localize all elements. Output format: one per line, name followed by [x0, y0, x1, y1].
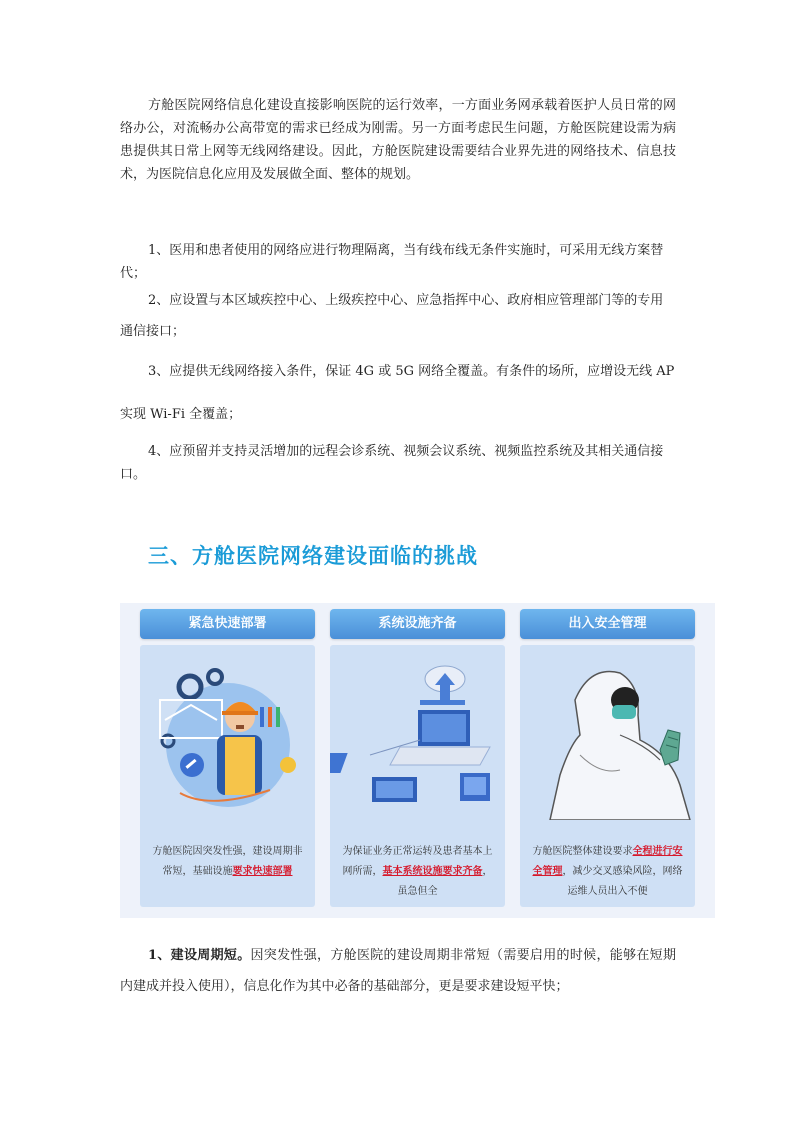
challenges-infographic	[120, 603, 715, 918]
card-title: 出入安全管理	[520, 609, 695, 639]
card-text-a: 方舱医院整体建设要求	[532, 846, 633, 857]
card-access-security	[520, 609, 695, 907]
card-body	[140, 645, 315, 907]
card-text	[152, 842, 303, 882]
intro-paragraph: 方舱医院网络信息化建设直接影响医院的运行效率，一方面业务网承载着医护人员日常的网络办公，对流畅办公高带宽的需求已经成为刚需。另一方面考虑民生问题，方舱医院建设需为病患提供其日常上网等无线网络建设。因此，方舱医院建设需要结合业界先进的网络技术、信息技术，为医院信息化应用及发展做全面、整体的规划。	[120, 98, 676, 182]
card-text-highlight: 全程进行安全管理	[532, 846, 683, 877]
card-text-a: 为保证业务正常运转及患者基本上网所需，	[342, 846, 493, 877]
section-title: 三、方舱医院网络建设面临的挑战	[148, 544, 478, 568]
point-1-label: 1、建设周期短。	[148, 948, 251, 963]
card-text-a: 方舱医院因突发性强，建设周期非常短，基础设施	[152, 846, 303, 877]
card-text	[342, 842, 493, 902]
card-title: 紧急快速部署	[140, 609, 315, 639]
point-1-paragraph	[120, 940, 676, 1002]
card-title: 系统设施齐备	[330, 609, 505, 639]
card-text-b: ，虽急但全	[397, 866, 493, 897]
requirement-4: 4、应预留并支持灵活增加的远程会诊系统、视频会议系统、视频监控系统及其相关通信接口。	[120, 444, 664, 482]
card-text-highlight: 基本系统设施要求齐备	[382, 866, 483, 877]
card-text-b: ，减少交叉感染风险，网络运维人员出入不便	[562, 866, 683, 897]
protective-suit-illustration	[520, 645, 695, 820]
requirement-1: 1、医用和患者使用的网络应进行物理隔离，当有线布线无条件实施时，可采用无线方案替代；	[120, 243, 664, 281]
worker-illustration	[140, 645, 315, 820]
card-rapid-deployment	[140, 609, 315, 907]
card-body	[330, 645, 505, 907]
point-1-text: 因突发性强，方舱医院的建设周期非常短（需要启用的时候，能够在短期内建成并投入使用），信息化作为其中必备的基础部分，更是要求建设短平快；	[120, 948, 676, 994]
card-complete-facilities	[330, 609, 505, 907]
card-body	[520, 645, 695, 907]
card-text-highlight: 要求快速部署	[232, 866, 293, 877]
devices-illustration	[330, 645, 505, 820]
card-text	[532, 842, 683, 902]
requirement-3: 3、应提供无线网络接入条件，保证 4G 或 5G 网络全覆盖。有条件的场所，应增设无线 AP 实现 Wi-Fi 全覆盖；	[120, 364, 675, 422]
requirement-2: 2、应设置与本区域疾控中心、上级疾控中心、应急指挥中心、政府相应管理部门等的专用通信接口；	[120, 293, 664, 339]
